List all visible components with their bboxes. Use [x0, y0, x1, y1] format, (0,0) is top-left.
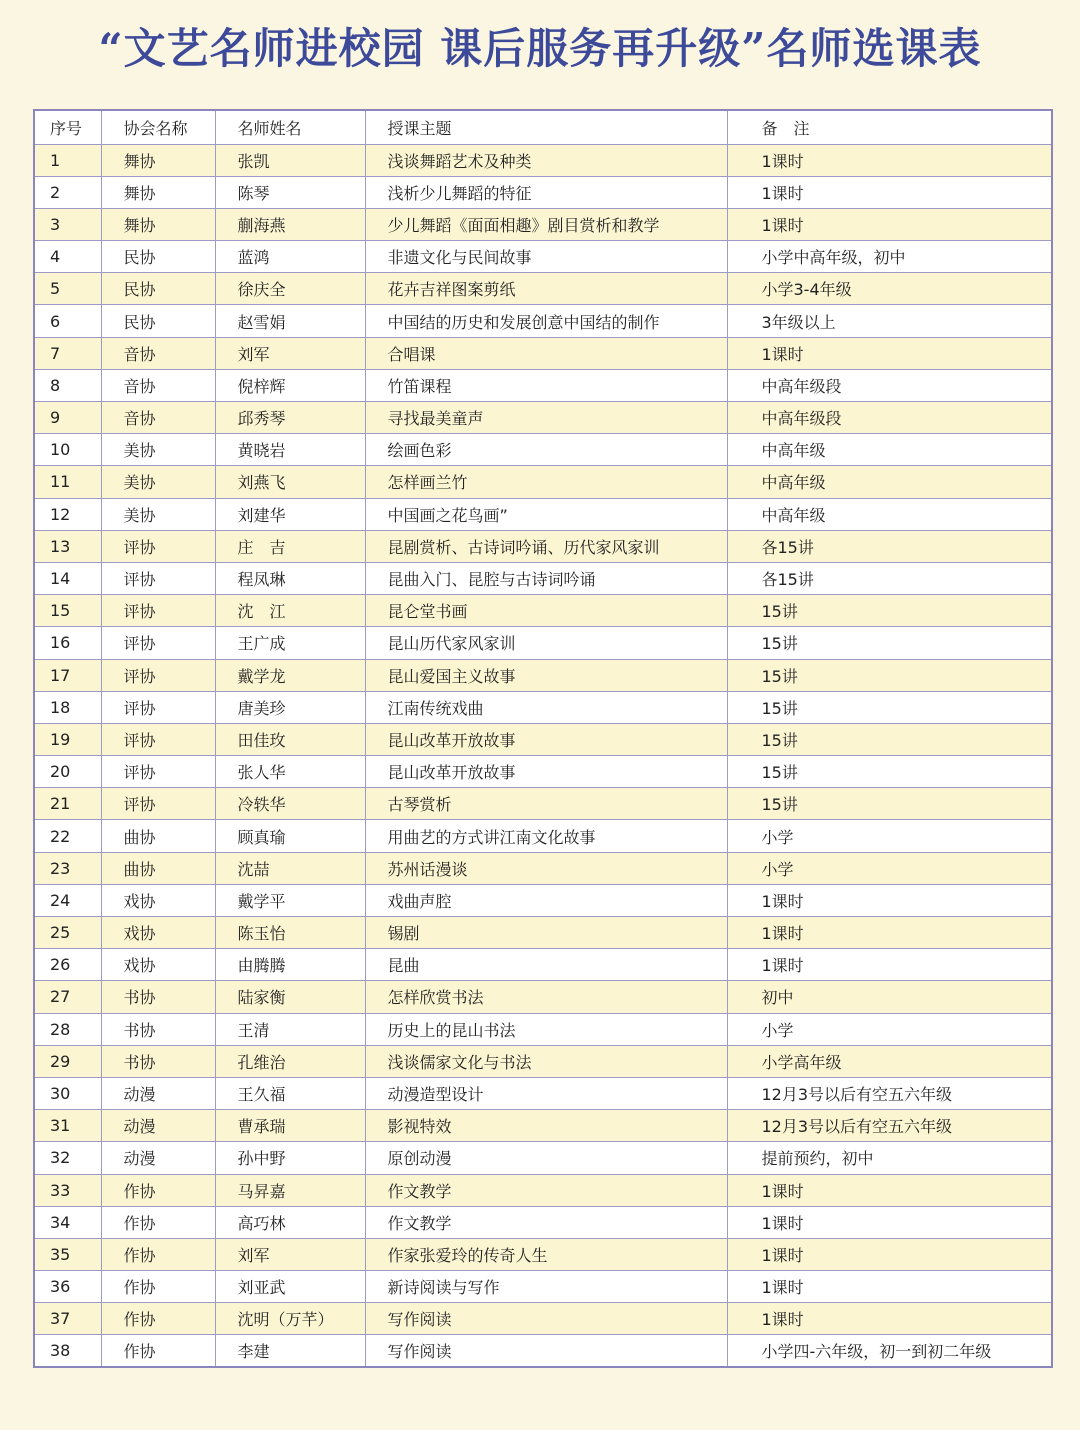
cell-teacher: 唐美珍: [215, 691, 365, 723]
course-table: [33, 109, 1053, 1368]
cell-teacher: 田佳玫: [215, 723, 365, 755]
table-row: [34, 788, 1052, 820]
cell-index: 19: [34, 723, 101, 755]
cell-topic: 少儿舞蹈《面面相趣》剧目赏析和教学: [365, 208, 727, 240]
cell-index: 32: [34, 1142, 101, 1174]
cell-teacher: 刘军: [215, 1238, 365, 1270]
cell-remark: 3年级以上: [727, 305, 1052, 337]
cell-topic: 昆剧赏析、古诗词吟诵、历代家风家训: [365, 530, 727, 562]
cell-remark: 中高年级: [727, 434, 1052, 466]
cell-teacher: 王广成: [215, 627, 365, 659]
table-row: [34, 208, 1052, 240]
cell-association: 评协: [101, 562, 215, 594]
cell-association: 曲协: [101, 852, 215, 884]
cell-topic: 锡剧: [365, 917, 727, 949]
cell-association: 评协: [101, 530, 215, 562]
cell-index: 34: [34, 1206, 101, 1238]
cell-topic: 写作阅读: [365, 1335, 727, 1367]
cell-association: 美协: [101, 498, 215, 530]
cell-topic: 浅谈舞蹈艺术及种类: [365, 144, 727, 176]
cell-teacher: 王清: [215, 1013, 365, 1045]
table-row: [34, 1013, 1052, 1045]
table-row: [34, 820, 1052, 852]
cell-topic: 苏州话漫谈: [365, 852, 727, 884]
table-row: [34, 273, 1052, 305]
cell-remark: 1课时: [727, 144, 1052, 176]
table-row: [34, 1303, 1052, 1335]
cell-teacher: 张凯: [215, 144, 365, 176]
cell-index: 30: [34, 1077, 101, 1109]
cell-association: 舞协: [101, 144, 215, 176]
cell-association: 评协: [101, 723, 215, 755]
cell-index: 29: [34, 1045, 101, 1077]
cell-teacher: 顾真瑜: [215, 820, 365, 852]
cell-index: 12: [34, 498, 101, 530]
cell-teacher: 倪梓辉: [215, 369, 365, 401]
cell-topic: 新诗阅读与写作: [365, 1271, 727, 1303]
table-row: [34, 917, 1052, 949]
cell-index: 8: [34, 369, 101, 401]
cell-association: 民协: [101, 273, 215, 305]
cell-remark: 1课时: [727, 1238, 1052, 1270]
cell-topic: 戏曲声腔: [365, 884, 727, 916]
cell-association: 书协: [101, 1045, 215, 1077]
table-row: [34, 659, 1052, 691]
cell-teacher: 黄晓岩: [215, 434, 365, 466]
cell-association: 评协: [101, 595, 215, 627]
cell-remark: 小学3-4年级: [727, 273, 1052, 305]
cell-remark: 小学四-六年级，初一到初二年级: [727, 1335, 1052, 1367]
table-header-row: [34, 110, 1052, 144]
cell-topic: 寻找最美童声: [365, 402, 727, 434]
table-row: [34, 1142, 1052, 1174]
cell-index: 6: [34, 305, 101, 337]
cell-index: 3: [34, 208, 101, 240]
header-remark: 备 注: [727, 110, 1052, 144]
header-topic: 授课主题: [365, 110, 727, 144]
cell-remark: 中高年级: [727, 466, 1052, 498]
cell-remark: 各15讲: [727, 562, 1052, 594]
cell-association: 作协: [101, 1335, 215, 1367]
cell-remark: 15讲: [727, 627, 1052, 659]
cell-index: 13: [34, 530, 101, 562]
cell-remark: 1课时: [727, 1303, 1052, 1335]
cell-topic: 动漫造型设计: [365, 1077, 727, 1109]
cell-remark: 1课时: [727, 337, 1052, 369]
cell-remark: 小学: [727, 820, 1052, 852]
cell-topic: 花卉吉祥图案剪纸: [365, 273, 727, 305]
table-row: [34, 176, 1052, 208]
cell-topic: 古琴赏析: [365, 788, 727, 820]
table-row: [34, 530, 1052, 562]
table-row: [34, 756, 1052, 788]
table-row: [34, 562, 1052, 594]
cell-topic: 原创动漫: [365, 1142, 727, 1174]
cell-topic: 浅析少儿舞蹈的特征: [365, 176, 727, 208]
cell-association: 民协: [101, 305, 215, 337]
cell-index: 38: [34, 1335, 101, 1367]
cell-teacher: 蒯海燕: [215, 208, 365, 240]
cell-index: 5: [34, 273, 101, 305]
table-row: [34, 1077, 1052, 1109]
cell-association: 书协: [101, 981, 215, 1013]
header-association: 协会名称: [101, 110, 215, 144]
cell-topic: 昆山改革开放故事: [365, 756, 727, 788]
cell-remark: 15讲: [727, 756, 1052, 788]
cell-association: 戏协: [101, 949, 215, 981]
cell-topic: 作家张爱玲的传奇人生: [365, 1238, 727, 1270]
cell-remark: 1课时: [727, 1206, 1052, 1238]
cell-index: 15: [34, 595, 101, 627]
cell-remark: 15讲: [727, 788, 1052, 820]
cell-index: 14: [34, 562, 101, 594]
cell-remark: 12月3号以后有空五六年级: [727, 1110, 1052, 1142]
cell-topic: 中国结的历史和发展创意中国结的制作: [365, 305, 727, 337]
cell-topic: 写作阅读: [365, 1303, 727, 1335]
cell-teacher: 刘军: [215, 337, 365, 369]
cell-association: 评协: [101, 627, 215, 659]
cell-association: 评协: [101, 788, 215, 820]
cell-index: 36: [34, 1271, 101, 1303]
cell-remark: 1课时: [727, 1174, 1052, 1206]
cell-topic: 绘画色彩: [365, 434, 727, 466]
cell-topic: 竹笛课程: [365, 369, 727, 401]
cell-teacher: 曹承瑞: [215, 1110, 365, 1142]
cell-teacher: 戴学龙: [215, 659, 365, 691]
cell-teacher: 刘燕飞: [215, 466, 365, 498]
cell-index: 7: [34, 337, 101, 369]
cell-remark: 15讲: [727, 691, 1052, 723]
header-teacher: 名师姓名: [215, 110, 365, 144]
cell-topic: 作文教学: [365, 1206, 727, 1238]
cell-remark: 中高年级: [727, 498, 1052, 530]
cell-association: 音协: [101, 402, 215, 434]
cell-remark: 提前预约，初中: [727, 1142, 1052, 1174]
cell-index: 18: [34, 691, 101, 723]
cell-index: 33: [34, 1174, 101, 1206]
table-row: [34, 1271, 1052, 1303]
cell-topic: 浅谈儒家文化与书法: [365, 1045, 727, 1077]
cell-index: 2: [34, 176, 101, 208]
cell-index: 27: [34, 981, 101, 1013]
cell-teacher: 陈玉怡: [215, 917, 365, 949]
table-row: [34, 402, 1052, 434]
cell-teacher: 庄 吉: [215, 530, 365, 562]
cell-remark: 中高年级段: [727, 402, 1052, 434]
cell-association: 作协: [101, 1303, 215, 1335]
cell-topic: 中国画之花鸟画”: [365, 498, 727, 530]
cell-teacher: 邱秀琴: [215, 402, 365, 434]
cell-index: 25: [34, 917, 101, 949]
cell-index: 28: [34, 1013, 101, 1045]
cell-index: 23: [34, 852, 101, 884]
table-body: [34, 144, 1052, 1367]
cell-index: 37: [34, 1303, 101, 1335]
cell-index: 16: [34, 627, 101, 659]
cell-teacher: 刘亚武: [215, 1271, 365, 1303]
cell-topic: 昆仑堂书画: [365, 595, 727, 627]
cell-topic: 用曲艺的方式讲江南文化故事: [365, 820, 727, 852]
cell-teacher: 沈喆: [215, 852, 365, 884]
cell-association: 戏协: [101, 884, 215, 916]
cell-index: 1: [34, 144, 101, 176]
cell-teacher: 程凤琳: [215, 562, 365, 594]
cell-association: 曲协: [101, 820, 215, 852]
cell-remark: 12月3号以后有空五六年级: [727, 1077, 1052, 1109]
cell-association: 作协: [101, 1271, 215, 1303]
table-row: [34, 1206, 1052, 1238]
cell-index: 11: [34, 466, 101, 498]
table-row: [34, 241, 1052, 273]
cell-teacher: 戴学平: [215, 884, 365, 916]
cell-index: 4: [34, 241, 101, 273]
cell-remark: 1课时: [727, 949, 1052, 981]
cell-teacher: 王久福: [215, 1077, 365, 1109]
cell-index: 10: [34, 434, 101, 466]
cell-association: 美协: [101, 434, 215, 466]
cell-topic: 怎样画兰竹: [365, 466, 727, 498]
cell-topic: 历史上的昆山书法: [365, 1013, 727, 1045]
cell-teacher: 孙中野: [215, 1142, 365, 1174]
cell-index: 9: [34, 402, 101, 434]
cell-teacher: 陆家衡: [215, 981, 365, 1013]
cell-association: 书协: [101, 1013, 215, 1045]
table-row: [34, 1335, 1052, 1367]
cell-association: 作协: [101, 1238, 215, 1270]
table-row: [34, 723, 1052, 755]
cell-index: 20: [34, 756, 101, 788]
cell-remark: 初中: [727, 981, 1052, 1013]
table-row: [34, 981, 1052, 1013]
cell-remark: 1课时: [727, 208, 1052, 240]
table-row: [34, 434, 1052, 466]
cell-teacher: 由腾腾: [215, 949, 365, 981]
cell-association: 作协: [101, 1206, 215, 1238]
cell-topic: 昆山爱国主义故事: [365, 659, 727, 691]
cell-topic: 昆山改革开放故事: [365, 723, 727, 755]
cell-teacher: 张人华: [215, 756, 365, 788]
cell-topic: 昆曲入门、昆腔与古诗词吟诵: [365, 562, 727, 594]
header-index: 序号: [34, 110, 101, 144]
cell-teacher: 沈 江: [215, 595, 365, 627]
cell-teacher: 蓝鸿: [215, 241, 365, 273]
cell-teacher: 沈明（万芊）: [215, 1303, 365, 1335]
cell-index: 24: [34, 884, 101, 916]
cell-teacher: 陈琴: [215, 176, 365, 208]
table-row: [34, 498, 1052, 530]
cell-index: 21: [34, 788, 101, 820]
table-row: [34, 337, 1052, 369]
cell-remark: 15讲: [727, 659, 1052, 691]
cell-topic: 影视特效: [365, 1110, 727, 1142]
cell-remark: 小学: [727, 1013, 1052, 1045]
cell-teacher: 马昇嘉: [215, 1174, 365, 1206]
cell-topic: 作文教学: [365, 1174, 727, 1206]
cell-topic: 合唱课: [365, 337, 727, 369]
cell-index: 31: [34, 1110, 101, 1142]
cell-teacher: 徐庆全: [215, 273, 365, 305]
cell-remark: 1课时: [727, 176, 1052, 208]
cell-remark: 中高年级段: [727, 369, 1052, 401]
cell-topic: 怎样欣赏书法: [365, 981, 727, 1013]
cell-association: 美协: [101, 466, 215, 498]
cell-association: 评协: [101, 691, 215, 723]
cell-association: 舞协: [101, 208, 215, 240]
table-row: [34, 466, 1052, 498]
table-row: [34, 627, 1052, 659]
cell-remark: 小学: [727, 852, 1052, 884]
cell-association: 动漫: [101, 1110, 215, 1142]
table-row: [34, 691, 1052, 723]
cell-topic: 昆山历代家风家训: [365, 627, 727, 659]
table-row: [34, 144, 1052, 176]
table-row: [34, 852, 1052, 884]
table-row: [34, 1045, 1052, 1077]
cell-association: 戏协: [101, 917, 215, 949]
cell-teacher: 李建: [215, 1335, 365, 1367]
table-row: [34, 884, 1052, 916]
cell-teacher: 孔维治: [215, 1045, 365, 1077]
cell-association: 民协: [101, 241, 215, 273]
cell-index: 22: [34, 820, 101, 852]
cell-association: 评协: [101, 756, 215, 788]
cell-association: 动漫: [101, 1142, 215, 1174]
page-title: “文艺名师进校园 课后服务再升级”名师选课表: [98, 24, 982, 73]
cell-teacher: 冷轶华: [215, 788, 365, 820]
cell-remark: 各15讲: [727, 530, 1052, 562]
table-row: [34, 305, 1052, 337]
cell-association: 评协: [101, 659, 215, 691]
cell-association: 舞协: [101, 176, 215, 208]
table-row: [34, 949, 1052, 981]
table-row: [34, 1174, 1052, 1206]
cell-remark: 15讲: [727, 723, 1052, 755]
table-row: [34, 1238, 1052, 1270]
cell-remark: 1课时: [727, 917, 1052, 949]
cell-association: 音协: [101, 337, 215, 369]
cell-remark: 1课时: [727, 884, 1052, 916]
cell-topic: 昆曲: [365, 949, 727, 981]
cell-remark: 小学高年级: [727, 1045, 1052, 1077]
cell-association: 音协: [101, 369, 215, 401]
cell-association: 动漫: [101, 1077, 215, 1109]
cell-remark: 1课时: [727, 1271, 1052, 1303]
table-row: [34, 1110, 1052, 1142]
table-row: [34, 595, 1052, 627]
cell-remark: 15讲: [727, 595, 1052, 627]
cell-teacher: 高巧林: [215, 1206, 365, 1238]
cell-remark: 小学中高年级，初中: [727, 241, 1052, 273]
table-row: [34, 369, 1052, 401]
cell-association: 作协: [101, 1174, 215, 1206]
cell-teacher: 赵雪娟: [215, 305, 365, 337]
cell-index: 26: [34, 949, 101, 981]
cell-topic: 江南传统戏曲: [365, 691, 727, 723]
cell-index: 17: [34, 659, 101, 691]
cell-teacher: 刘建华: [215, 498, 365, 530]
cell-topic: 非遗文化与民间故事: [365, 241, 727, 273]
cell-index: 35: [34, 1238, 101, 1270]
